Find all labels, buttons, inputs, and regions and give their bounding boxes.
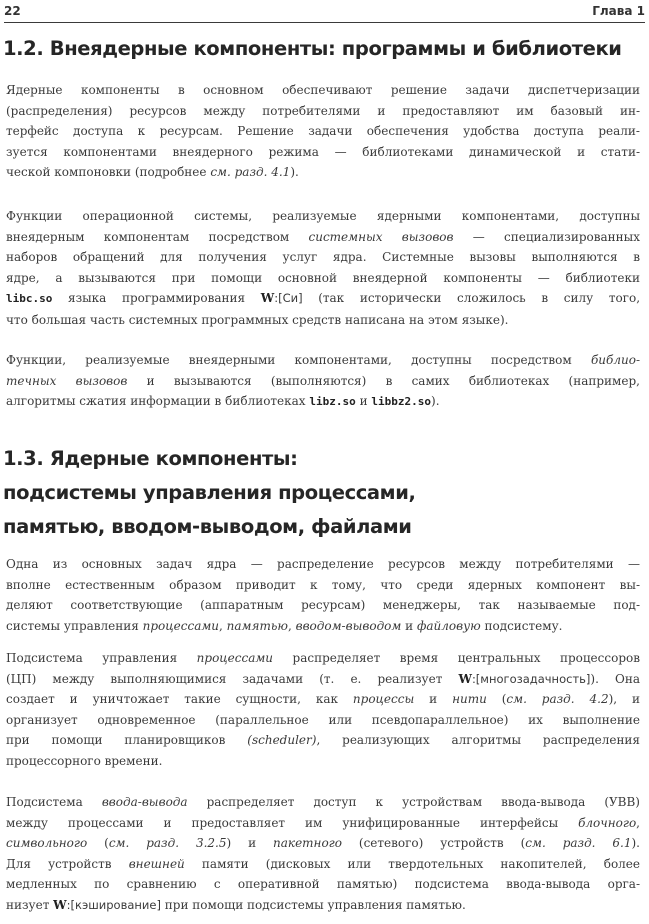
text-line: что большая часть системных программных средств написана на этом языке). — [6, 312, 509, 327]
section-1-3-paragraph-2 — [6, 648, 640, 772]
text-line: вполне естественным образом приводит к тому, что среди ядерных компонент вы- — [6, 577, 640, 592]
term-system-calls: системных вызовов — [308, 229, 454, 244]
text-line: деляют соответствующие (аппаратным ресурсам) менеджеры, так называемые под- — [6, 598, 640, 613]
text-line: внеядерным компонентам посредством системных вызовов — специализированных — [6, 229, 640, 244]
running-header — [4, 2, 645, 23]
code-libz: libz.so — [309, 395, 356, 409]
section-1-2-heading — [3, 32, 645, 66]
text-line: ядре, а вызываются при помощи основной внеядерной компоненты — библиотеки — [6, 270, 640, 285]
section-1-2-paragraph-1 — [6, 80, 640, 183]
code-libc: libc.so — [6, 292, 53, 306]
section-1-3-paragraph-1 — [6, 554, 640, 636]
heading-line: 1.2. Внеядерные компоненты: программы и библиотеки — [3, 37, 622, 60]
cross-reference: см. разд. 3.2.5 — [108, 836, 227, 851]
wiki-link-multitasking: :[многозадачность] — [471, 671, 591, 686]
code-libbz2: libbz2.so — [371, 395, 432, 409]
text-line: терфейс доступа к ресурсам. Решение задачи обеспечения удобства доступа реали- — [6, 124, 640, 139]
text-line: течных вызовов и вызываются (выполняются) в самих библиотеках (например, — [6, 373, 640, 388]
text-line: алгоритмы сжатия информации в библиотеках libz.so и libbz2.so). — [6, 394, 440, 409]
heading-line: 1.3. Ядерные компоненты: — [3, 447, 298, 470]
text-line: низует W:[кэширование] при помощи подсистемы управления памятью. — [6, 897, 466, 912]
text-line: зуется компонентами внеядерного режима — библиотеками динамической и стати- — [6, 144, 640, 159]
section-1-3-heading — [3, 442, 645, 544]
text-line: символьного (см. разд. 3.2.5) и пакетного (сетевого) устройств (см. разд. 6.1). — [6, 836, 640, 851]
text-line: организует одновременное (параллельное или псевдопараллельное) их выполнение — [6, 712, 640, 727]
heading-line: памятью, вводом-выводом, файлами — [3, 515, 412, 538]
cross-reference: см. разд. 6.1 — [525, 836, 632, 851]
text-line: при помощи планировщиков (scheduler), реализующих алгоритмы распределения — [6, 733, 641, 748]
text-line: Функции, реализуемые внеядерными компонентами, доступны посредством библио- — [6, 353, 640, 367]
text-line: (распределения) ресурсов между потребителями и предоставляют им базовый ин- — [6, 103, 640, 118]
text-line: Одна из основных задач ядра — распределение ресурсов между потребителями — — [6, 557, 640, 571]
wiki-mark: W — [53, 897, 67, 912]
section-1-3-paragraph-3 — [6, 792, 640, 916]
wiki-link-caching: :[кэширование] — [66, 897, 161, 912]
text-line: Функции операционной системы, реализуемые ядерными компонентами, доступны — [6, 209, 640, 223]
text-line: процессорного времени. — [6, 753, 163, 768]
section-1-2-paragraph-3 — [6, 350, 640, 413]
text-line: системы управления процессами, памятью, вводом-выводом и файловую подсистему. — [6, 618, 563, 633]
wiki-mark: W — [260, 291, 275, 306]
text-line: между процессами и предоставляет им унифицированные интерфейсы блочного, — [6, 815, 640, 830]
text-line: Подсистема ввода-вывода распределяет доступ к устройствам ввода-вывода (УВВ) — [6, 795, 640, 809]
text-line: Подсистема управления процессами распределяет время центральных процессоров — [6, 651, 640, 665]
text-line: создает и уничтожает такие сущности, как процессы и нити (см. разд. 4.2), и — [6, 692, 641, 707]
cross-reference: см. разд. 4.1 — [210, 165, 291, 180]
text-line: Ядерные компоненты в основном обеспечивают решение задачи диспетчеризации — [6, 83, 640, 97]
text-line: медленных по сравнению с оперативной памятью) подсистема ввода-вывода орга- — [6, 877, 640, 892]
text-line: libc.so языка программирования W:[Си] (так исторически сложилось в силу того, — [6, 291, 641, 306]
chapter-label: Глава 1 — [592, 4, 645, 18]
text-line: Для устройств внешней памяти (дисковых или твердотельных накопителей, более — [6, 856, 640, 871]
section-1-2-paragraph-2 — [6, 206, 640, 331]
wiki-link-c: :[Си] — [274, 291, 303, 306]
cross-reference: см. разд. 4.2 — [506, 692, 609, 707]
text-line: (ЦП) между выполняющимися задачами (т. е. реализует W:[многозадачность]). Она — [6, 671, 640, 686]
text-line: наборов обращений для получения услуг ядра. Системные вызовы выполняются в — [6, 250, 640, 265]
text-line: ческой компоновки (подробнее см. разд. 4.1). — [6, 165, 299, 180]
page-number: 22 — [4, 4, 21, 18]
term-library-calls: течных вызовов — [6, 373, 128, 388]
wiki-mark: W — [458, 671, 472, 686]
heading-line: подсистемы управления процессами, — [3, 481, 416, 504]
